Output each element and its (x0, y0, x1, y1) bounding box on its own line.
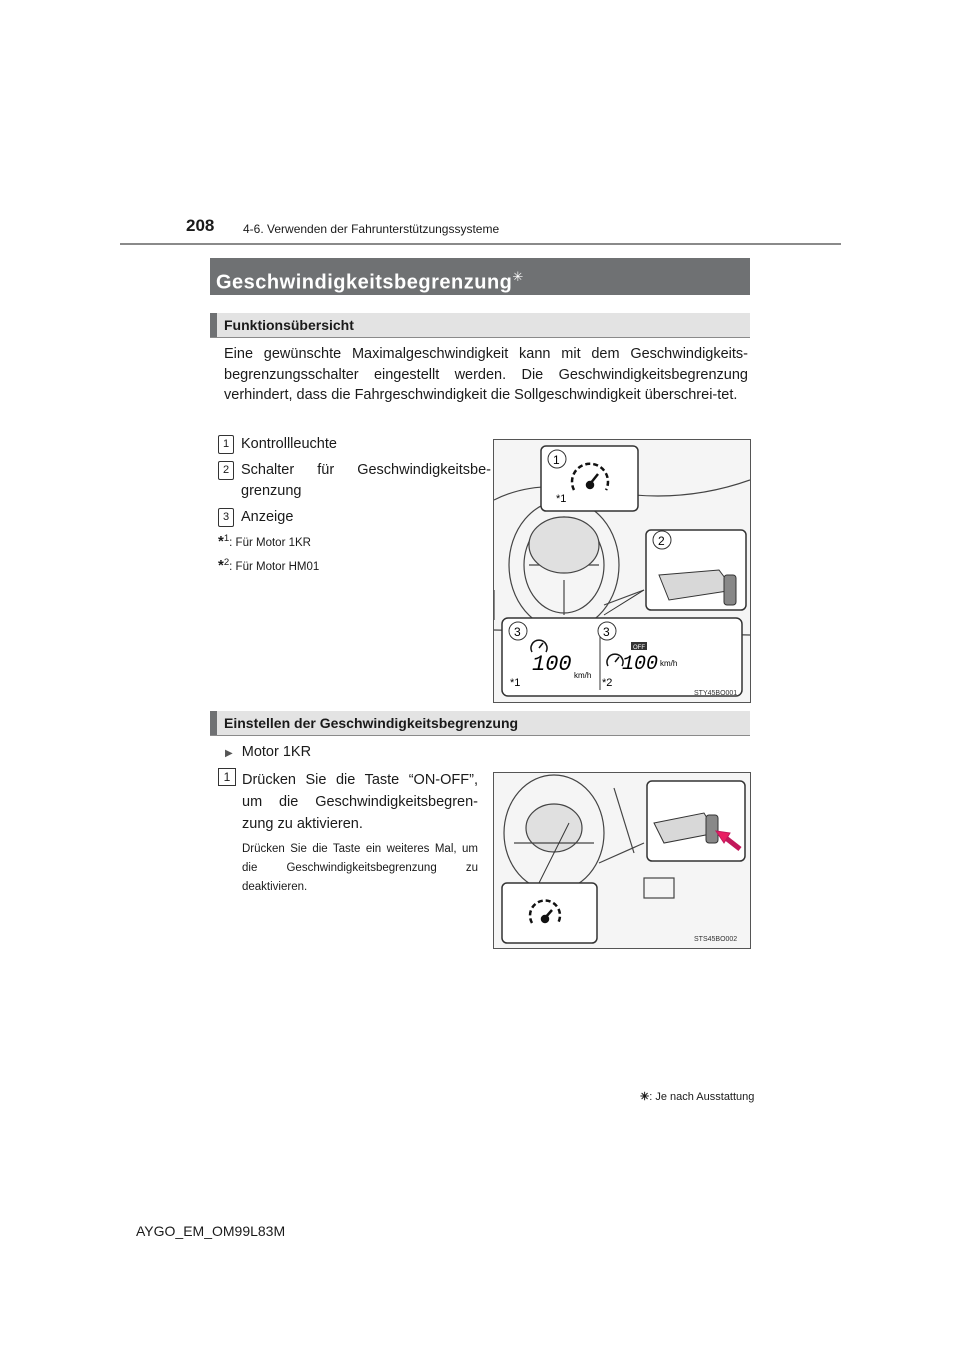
item-text-3: Anzeige (241, 509, 294, 525)
note-sub: 1 (223, 533, 230, 545)
page-title (210, 258, 750, 295)
callout-3a: 3 (514, 625, 521, 639)
engine-note-1 (218, 533, 311, 550)
section-heading-overview: Funktionsübersicht (210, 313, 750, 338)
figure-cockpit-overview (493, 439, 751, 703)
note-text: : Für Motor HM01 (229, 561, 320, 573)
step-number: 1 (218, 768, 236, 786)
engine-note-2 (218, 557, 319, 574)
bullet-item (225, 744, 311, 760)
callout-1: 1 (553, 453, 560, 467)
note-text: : Für Motor 1KR (229, 537, 311, 549)
item-number-2: 2 (218, 461, 234, 480)
figure-code-1: STY45BO001 (694, 690, 738, 697)
section-heading-setting: Einstellen der Geschwindigkeitsbegrenzung (210, 711, 750, 736)
step-note: Drücken Sie die Taste ein weiteres Mal, um die Geschwindigkeitsbegrenzung zu deaktivieren. (242, 843, 478, 893)
triangle-bullet-icon: ▶ (225, 748, 233, 759)
callout-2: 2 (658, 534, 665, 548)
marker-star-1b: *1 (510, 677, 521, 689)
item-number-3: 3 (218, 508, 234, 527)
speed-unit-1: km/h (574, 671, 592, 680)
figure-code-2: STS45BO002 (694, 936, 738, 943)
footnote (640, 1090, 754, 1103)
page-title-text: Geschwindigkeitsbegrenzung (216, 271, 513, 294)
note-asterisk: * (218, 533, 224, 550)
activation-illustration (494, 773, 750, 948)
item-text-2: Schalter für Geschwindigkeitsbe-grenzung (241, 462, 491, 499)
item-number-1: 1 (218, 435, 234, 454)
document-code: AYGO_EM_OM99L83M (136, 1223, 286, 1239)
footnote-marker: ✳ (640, 1091, 650, 1103)
note-asterisk: * (218, 557, 224, 574)
optional-equipment-marker: ✳ (512, 269, 524, 284)
footnote-text: : Je nach Ausstattung (649, 1091, 755, 1103)
header-rule (120, 243, 841, 245)
bullet-text: Motor 1KR (241, 744, 312, 760)
chapter-title: 4-6. Verwenden der Fahrunterstützungssysteme (243, 222, 500, 236)
off-indicator: OFF (633, 645, 645, 651)
display-speed-1: 100 (532, 652, 572, 677)
step-text: Drücken Sie die Taste “ON-OFF”, um die Geschwindigkeitsbegren-zung zu aktivieren. (242, 772, 478, 832)
marker-star-1a: *1 (556, 493, 567, 505)
item-text-1: Kontrollleuchte (241, 436, 337, 452)
note-sub: 2 (223, 557, 230, 569)
marker-star-2: *2 (602, 677, 613, 689)
display-speed-2: 100 (622, 653, 659, 676)
page-number: 208 (186, 216, 215, 235)
figure-limiter-activation (493, 772, 751, 949)
callout-3b: 3 (603, 625, 610, 639)
speed-unit-2: km/h (660, 659, 678, 668)
cockpit-illustration (494, 440, 750, 702)
overview-paragraph: Eine gewünschte Maximalgeschwindigkeit kann mit dem Geschwindigkeits-begrenzungsschalter eingestellt werden. Die Geschwindigkeitsbegrenzung verhindert, dass die Fahrgeschwindigkeit die Sollgeschwindigkeit überschrei-tet. (224, 346, 748, 403)
